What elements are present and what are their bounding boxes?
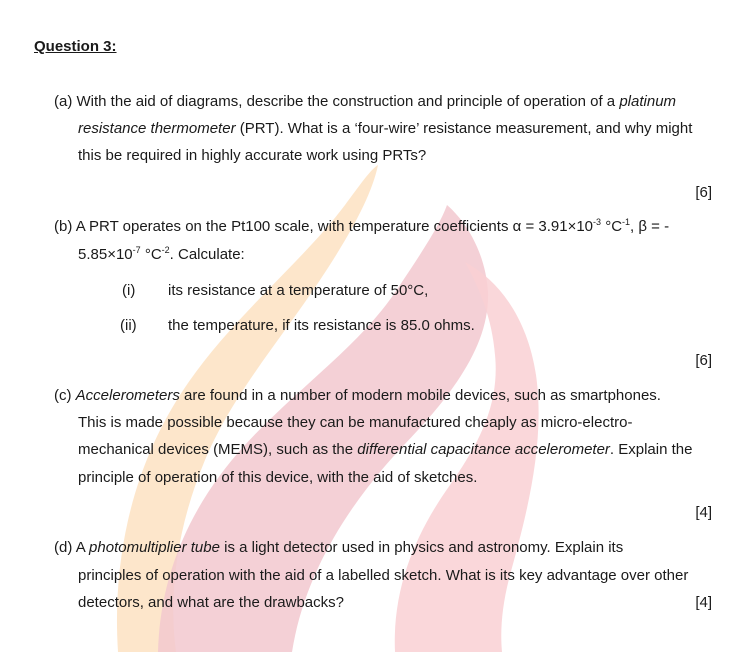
part-b-line-1: [54, 217, 669, 237]
part-c-emphasis-2: differential capacitance accelerometer: [357, 441, 610, 458]
part-c-marks: [4]: [695, 504, 712, 521]
part-c-line-3: [78, 440, 692, 460]
part-b-sup: -3: [593, 217, 602, 227]
part-b-item-text-ii: the temperature, if its resistance is 85.0 ohms.: [168, 317, 475, 334]
part-b-text-3: , β = -: [630, 218, 670, 235]
part-d-line-1: [54, 538, 623, 558]
part-b-label: (b): [54, 218, 73, 235]
part-a-line-2: [78, 119, 692, 139]
part-d-line-2: principles of operation with the aid of a labelled sketch. What is its key advantage over other: [78, 567, 689, 584]
part-c-text: are found in a number of modern mobile devices, such as smartphones.: [179, 387, 661, 404]
question-title: Question 3:: [34, 38, 117, 55]
part-b-item-num-ii: (ii): [120, 317, 137, 334]
part-b-sup-4: -2: [161, 245, 170, 255]
part-b-text-4: 5.85×10: [78, 246, 133, 263]
part-c-line-2: This is made possible because they can be manufactured cheaply as micro-electro-: [78, 414, 633, 431]
part-c-emphasis: Accelerometers: [75, 387, 180, 404]
part-a-line-3: this be required in highly accurate work using PRTs?: [78, 147, 427, 164]
part-a-emphasis-2: resistance thermometer: [78, 120, 236, 137]
part-c-label: (c): [54, 387, 72, 404]
part-d-label: (d): [54, 539, 73, 556]
part-a-line-1: [54, 92, 676, 112]
part-a-text-2: (PRT). What is a ‘four-wire’ resistance measurement, and why might: [235, 120, 693, 137]
part-b-item-text-i: its resistance at a temperature of 50°C,: [168, 282, 429, 299]
part-d-line-3: detectors, and what are the drawbacks?: [78, 594, 344, 611]
part-b-sup-3: -7: [132, 245, 141, 255]
part-a-label: (a): [54, 93, 73, 110]
part-b-text-5: °C: [140, 246, 162, 263]
part-b-marks: [6]: [695, 352, 712, 369]
part-d-text-2: is a light detector used in physics and astronomy. Explain its: [219, 539, 624, 556]
part-b-text: A PRT operates on the Pt100 scale, with temperature coefficients α = 3.91×10: [75, 218, 594, 235]
part-b-text-2: °C: [601, 218, 623, 235]
part-c-text-4: . Explain the: [609, 441, 693, 458]
part-b-line-2: [78, 245, 245, 265]
part-c-text-3: mechanical devices (MEMS), such as the: [78, 441, 358, 458]
part-d-emphasis: photomultiplier tube: [89, 539, 220, 556]
part-b-item-num-i: (i): [122, 282, 136, 299]
part-a-emphasis: platinum: [619, 93, 677, 110]
part-d-text: A: [75, 539, 90, 556]
part-a-marks: [6]: [695, 184, 712, 201]
part-a-text: With the aid of diagrams, describe the construction and principle of operation of a: [76, 93, 620, 110]
part-b-sup-2: -1: [622, 217, 631, 227]
part-c-line-1: [54, 386, 661, 406]
part-d-marks: [4]: [695, 594, 712, 611]
part-b-text-6: . Calculate:: [169, 246, 245, 263]
part-c-line-4: principle of operation of this device, with the aid of sketches.: [78, 469, 478, 486]
